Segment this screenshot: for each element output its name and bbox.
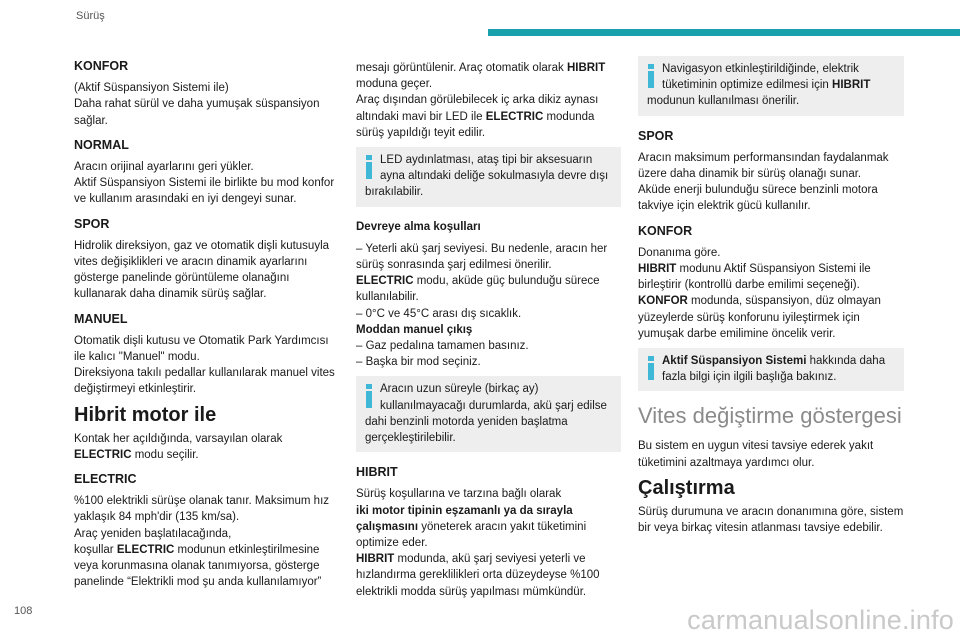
text-run-bold: ELECTRIC bbox=[356, 275, 414, 288]
section-title: Sürüş bbox=[76, 10, 105, 22]
moddan-heading: Moddan manuel çıkış bbox=[356, 323, 473, 336]
info-note bbox=[356, 147, 621, 207]
electric-text-1: %100 elektrikli sürüşe olanak tanır. Maksimum hız yaklaşık 84 mph'dir (135 km/sa). Araç yeniden başlatılacağında, koşullar bbox=[74, 495, 330, 556]
text-run-bold: HIBRIT bbox=[566, 62, 606, 74]
text-run: yöneterek aracın yakıt tüketimini optimize eder. bbox=[356, 520, 587, 550]
text-run-bold: HIBRIT bbox=[832, 79, 871, 92]
konfor-heading: KONFOR bbox=[74, 59, 129, 73]
calisma-heading: Çalıştırma bbox=[638, 476, 735, 499]
spor-heading: SPOR bbox=[638, 128, 674, 143]
text-run: Navigasyon etkinleştirildiğinde, elektrik tüketiminin optimize edilmesi için bbox=[662, 63, 859, 92]
manuel-text: Otomatik dişli kutusu ve Otomatik Park Yardımcısı ile kalıcı "Manuel" modu. Direksiyona takılı pedallar kullanılarak manuel vites değiştirmeyi etkinleştirir. bbox=[74, 334, 335, 396]
calisma-text: Sürüş durumuna ve aracın donanımına göre, sistem bir veya birkaç vitesin atlanması tavsiye edebilir. bbox=[638, 505, 904, 535]
text-run: modunu Aktif Süspansiyon Sistemi ile birleştirir (kontrollü darbe emilimi seçeneği). bbox=[638, 263, 871, 292]
text-run: mesajı görüntülenir. Araç otomatik olarak bbox=[356, 62, 567, 74]
text-run-bold: ELECTRIC bbox=[485, 110, 544, 123]
electric-text bbox=[74, 493, 340, 590]
spor-text: Hidrolik direksiyon, gaz ve otomatik dişli kutusuyla vites değişiklikleri ve aracın dinamik ayarlarını gösterge panelinde görüntüleme olanağını kullanarak daha dinamik sürüş sağlar. bbox=[74, 239, 330, 301]
hibrit-mode-heading: HIBRIT bbox=[356, 465, 398, 480]
hibrit-text-bold: ELECTRIC bbox=[74, 448, 132, 461]
text-run-bold: HIBRIT bbox=[356, 553, 395, 566]
info-icon bbox=[648, 64, 655, 88]
info-note bbox=[638, 348, 904, 391]
text-run: hakkında daha fazla bilgi için ilgili başlığa bakınız. bbox=[662, 355, 886, 384]
text-run-bold: Aktif Süspansiyon Sistemi bbox=[662, 355, 807, 368]
konfor-text: (Aktif Süspansiyon Sistemi ile) Daha rahat sürül ve daha yumuşak süspansiyon sağlar. bbox=[74, 82, 320, 127]
manuel-heading: MANUEL bbox=[74, 311, 128, 326]
electric-heading: ELECTRIC bbox=[74, 472, 137, 487]
hibrit-text bbox=[74, 431, 340, 463]
header-accent-bar bbox=[488, 29, 960, 36]
text-run-bold: iki motor tipinin eşzamanlı ya da sırayla çalışmasını bbox=[356, 504, 573, 533]
hibrit-mode-text-3 bbox=[356, 551, 621, 600]
watermark: carmanualsonline.info bbox=[687, 605, 954, 635]
info-note bbox=[638, 56, 904, 116]
devreye-item-2 bbox=[356, 273, 621, 305]
info-note bbox=[356, 376, 621, 452]
devreye-heading: Devreye alma koşulları bbox=[356, 220, 481, 233]
konfor-heading: KONFOR bbox=[638, 223, 693, 238]
vites-text: Bu sistem en uygun vitesi tavsiye ederek yakıt tüketimini azaltmaya yardımcı olur. bbox=[638, 440, 874, 469]
devreye-item-3: – 0°C ve 45°C arası dış sıcaklık. bbox=[356, 307, 522, 320]
text-run: modunda, süspansiyon, düz olmayan yüzeylerde sürüş konforunu iyileştirmek için yumuşak darbe emilimine öncelik verir. bbox=[638, 295, 881, 340]
text-run: Donanıma göre. bbox=[638, 246, 721, 259]
info-icon bbox=[648, 356, 655, 380]
hibrit-mode-text-1: Sürüş koşullarına ve tarzına bağlı olarak bbox=[356, 488, 562, 501]
electric-continued-text bbox=[356, 60, 621, 141]
column-3 bbox=[638, 60, 904, 541]
electric-text-2: modunun etkinleştirilmesine veya korunmasına olanak tanımıyorsa, gösterge panelinde “Elektrikli mod şu anda kullanılamıyor” bbox=[74, 543, 322, 589]
info-note-text: LED aydınlatması, ataş tipi bir aksesuarın ayna altındaki deliğe sokulmasıyla devre dışı bırakılabilir. bbox=[365, 154, 609, 199]
spor-heading: SPOR bbox=[74, 216, 110, 231]
spor-text: Aracın maksimum performansından faydalanmak üzere daha dinamik bir sürüş olanağı sunar. Aküde enerji bulunduğu sürece benzinli motora takviye için elektrik gücü kullanılır. bbox=[638, 151, 889, 213]
vites-heading: Vites değiştirme göstergesi bbox=[638, 403, 902, 429]
hibrit-text-1: Kontak her açıldığında, varsayılan olarak bbox=[74, 432, 283, 445]
text-run: modunda sürüş yapıldığı teyit edilir. bbox=[356, 110, 595, 139]
normal-text: Aracın orijinal ayarlarını geri yükler. Aktif Süspansiyon Sistemi ile birlikte bu mod konfor ve kullanım arasındaki en iyi dengeyi sunar. bbox=[74, 161, 335, 206]
text-run: modunun kullanılması önerilir. bbox=[647, 95, 800, 108]
text-run: modunda, akü şarj seviyesi yeterli ve hızlandırma gereklilikleri orta düzeydeyse %100 elektrikli modda sürüş yapılması mümkündür. bbox=[356, 553, 600, 598]
moddan-item-2: – Başka bir mod seçiniz. bbox=[356, 356, 481, 369]
normal-heading: NORMAL bbox=[74, 137, 129, 152]
moddan-item-1: – Gaz pedalına tamamen basınız. bbox=[356, 340, 529, 353]
text-run-bold: HIBRIT bbox=[638, 263, 677, 276]
devreye-item-1: – Yeterli akü şarj seviyesi. Bu nedenle, aracın her sürüş sonrasında şarj edilmesi önerilir. bbox=[356, 242, 608, 272]
text-run: modu, aküde güç bulunduğu sürece kullanılabilir. bbox=[356, 275, 600, 304]
info-note-text: Aracın uzun süreyle (birkaç ay) kullanılmayacağı durumlarda, akü şarj edilse dahi benzinli motorda yeniden başlatma gerçekleştirilebilir. bbox=[365, 383, 607, 445]
konfor-text bbox=[638, 245, 904, 342]
text-run-bold: KONFOR bbox=[638, 295, 688, 308]
info-icon bbox=[366, 384, 373, 408]
page-number: 108 bbox=[14, 605, 33, 617]
info-icon bbox=[366, 155, 373, 179]
text-run: moduna geçer. Araç dışından görülebilecek iç arka dikiz aynası altındaki mavi bir LED ile bbox=[356, 78, 599, 123]
column-2 bbox=[356, 60, 621, 605]
column-1 bbox=[74, 58, 340, 595]
hibrit-heading: Hibrit motor ile bbox=[74, 403, 217, 426]
hibrit-mode-text-2 bbox=[356, 503, 621, 552]
hibrit-text-2: modu seçilir. bbox=[131, 448, 199, 461]
electric-text-bold: ELECTRIC bbox=[116, 543, 175, 556]
